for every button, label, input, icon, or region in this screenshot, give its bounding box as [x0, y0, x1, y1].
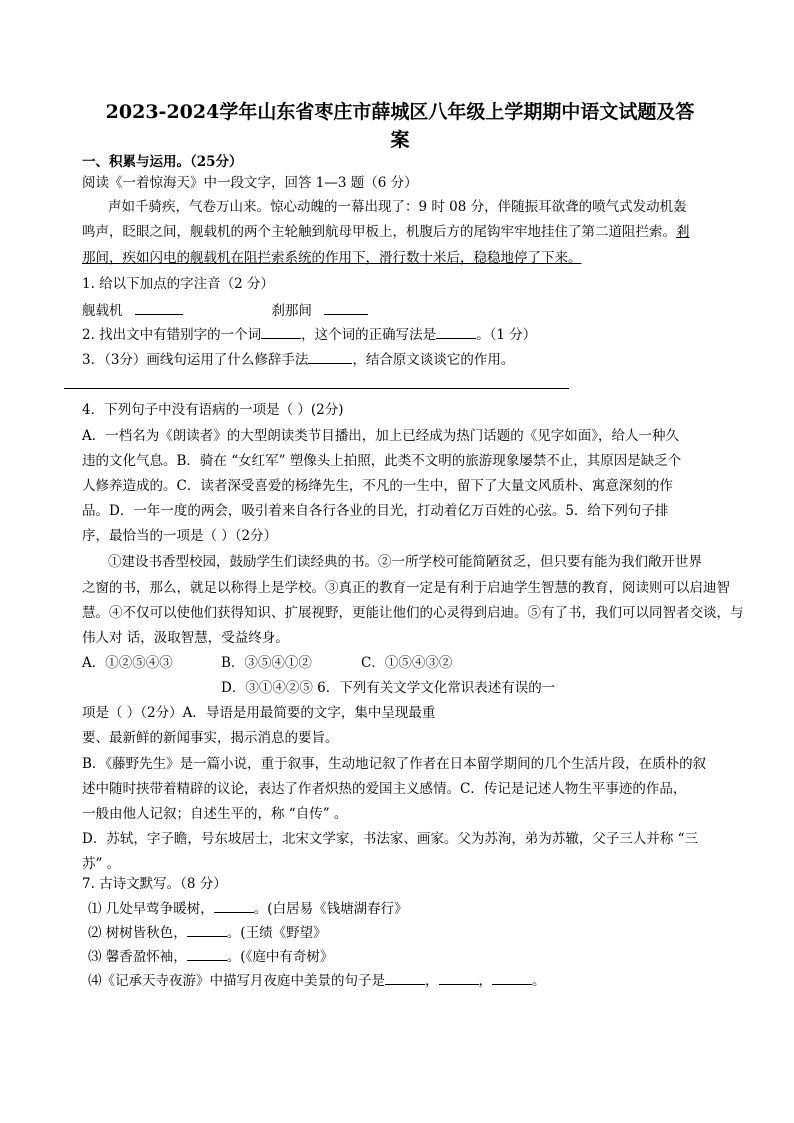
answer-blank[interactable] [439, 970, 479, 985]
poem-source: 。(白居易《钱塘湖春行》 [253, 901, 408, 917]
title-line-1: 2023-2024学年山东省枣庄市薛城区八年级上学期期中语文试题及答 [105, 101, 695, 123]
q4-option-line: 品。D．一年一度的两会，吸引着来自各行各业的目光，打动着亿万百姓的心弦。5．给下列句子排 [82, 503, 669, 519]
question-6: 项是（ ）（2分）A．导语是用最简要的文字，集中呈现最重 [82, 705, 436, 721]
answer-blank[interactable] [436, 324, 476, 339]
answer-blank[interactable] [324, 300, 368, 315]
q7-item-4 [88, 970, 546, 991]
item-number: ⑵ [88, 925, 102, 941]
separator: ， [425, 973, 439, 989]
poem-line: 几处早莺争暖树， [105, 901, 214, 917]
q6-text-line: 苏” 。 [82, 856, 121, 872]
poem-line: 馨香盈怀袖， [105, 949, 187, 965]
q2-text: 。（1 分） [476, 327, 537, 343]
q5-option-c: C．①⑤④③② [361, 655, 453, 671]
q5-passage-line: 之窗的书，那么，就足以称得上是学校。③真正的教育一定是有利于启迪学生智慧的教育，阅读则可以启迪智 [82, 580, 730, 596]
poem-source: 。(《庭中有奇树》 [226, 949, 334, 965]
separator: ， [478, 973, 492, 989]
question-2 [82, 324, 536, 345]
underlined-sentence: 那间，疾如闪电的舰载机在阻拦索系统的作用下，滑行数十米后，稳稳地停了下来。 [82, 250, 582, 266]
passage-line [82, 222, 690, 242]
reading-intro: 阅读《一着惊海天》中一段文字，回答 1—3 题（6 分） [82, 175, 418, 191]
q1-item: 刹那间 [271, 303, 312, 319]
q5-passage-line: 伟人对 话，汲取智慧，受益终身。 [82, 630, 289, 646]
question-4: 4．下列句子中没有语病的一项是（ ）(2分) [82, 402, 344, 418]
passage-text: 鸣声，眨眼之间，舰载机的两个主轮触到航母甲板上，机腹后方的尾钩牢牢地挂住了第二道阻拦索。 [82, 224, 676, 240]
q4-option-line: 违的文化气息。B．骑在 “女红军” 塑像头上拍照，此类不文明的旅游现象屡禁不止，其原因是缺乏个 [82, 453, 682, 469]
q4-option-line: 人修养造成的。C．读者深受喜爱的杨绛先生，不凡的一生中，留下了大量文风质朴、寓意深刻的作 [82, 478, 673, 494]
q1-answer-row [82, 300, 368, 321]
q5-option-a: A．①②⑤④③ [82, 655, 173, 671]
q4-option-line: A．一档名为《朗读者》的大型朗读类节目播出，加上已经成为热门话题的《见字如面》，给人一种久 [82, 428, 679, 444]
q1-item: 舰载机 [82, 303, 123, 319]
underlined-sentence: 剎 [676, 224, 690, 240]
poem-line: 树树皆秋色， [105, 925, 187, 941]
q6-text-line: 一般由他人记叙；自述生平的，称 “自传” 。 [82, 806, 348, 822]
answer-blank[interactable] [214, 898, 254, 913]
answer-blank[interactable] [187, 922, 227, 937]
question-5: 序，最恰当的一项是（ ）（2分） [82, 528, 278, 544]
page-title [60, 98, 740, 154]
q3-text: 3．（3分）画线句运用了什么修辞手法 [82, 352, 309, 368]
passage-line: 声如千骑疾，气卷万山来。惊心动魄的一幕出现了：9 时 08 分，伴随振耳欲聋的喷气式发动机轰 [108, 199, 687, 215]
q6-text-line: B．《藤野先生》是一篇小说，重于叙事，生动地记叙了作者在日本留学期间的几个生活片段，在质朴的叙 [82, 756, 707, 772]
item-end: 。 [532, 973, 546, 989]
item-text: ⑷《记承天寺夜游》中描写月夜庭中美景的句子是 [88, 973, 385, 989]
poem-source: 。(王绩《野望》 [226, 925, 327, 941]
item-number: ⑴ [88, 901, 102, 917]
q6-text-line: D．苏轼，字子瞻，号东坡居士，北宋文学家，书法家、画家。父为苏洵，弟为苏辙，父子三人并称 “三 [82, 831, 699, 847]
q6-text-line: 要、最新鲜的新闻事实，揭示消息的要旨。 [82, 730, 339, 746]
q7-item-2 [88, 922, 327, 943]
question-3 [82, 349, 514, 370]
answer-blank[interactable] [135, 300, 183, 315]
q5-passage-line: 慧。④不仅可以使他们获得知识、扩展视野，更能让他们的心灵得到启迪。⑤有了书，我们可以同智者交谈，与 [82, 605, 744, 621]
question-1: 1. 给以下加点的字注音（2 分） [82, 276, 275, 292]
q2-text: ，这个词的正确写法是 [301, 327, 437, 343]
answer-blank[interactable] [261, 324, 301, 339]
answer-line[interactable] [64, 388, 569, 389]
q5-option-b: B．③⑤④①② [221, 655, 312, 671]
q6-text-line: 述中随时挟带着精辟的议论，表达了作者炽热的爱国主义感情。C．传记是记述人物生平事迹的作品， [82, 781, 687, 797]
q7-item-1 [88, 898, 408, 919]
answer-blank[interactable] [308, 349, 352, 364]
title-line-2: 案 [390, 129, 410, 151]
q3-text: ，结合原文谈谈它的作用。 [352, 352, 515, 368]
answer-blank[interactable] [492, 970, 532, 985]
answer-blank[interactable] [385, 970, 425, 985]
item-number: ⑶ [88, 949, 102, 965]
answer-blank[interactable] [187, 946, 227, 961]
q5-passage-line: ①建设书香型校园，鼓励学生们读经典的书。②一所学校可能简陋贫乏，但只要有能为我们敞开世界 [108, 554, 702, 570]
q5-option-d: D．③①④②⑤ 6．下列有关文学文化常识表述有误的一 [221, 680, 556, 696]
q7-item-3 [88, 946, 333, 967]
question-7: 7. 古诗文默写。（8 分） [82, 876, 227, 892]
section-heading: 一、积累与运用。（25分） [82, 154, 243, 170]
q2-text: 2. 找出文中有错别字的一个词 [82, 327, 262, 343]
